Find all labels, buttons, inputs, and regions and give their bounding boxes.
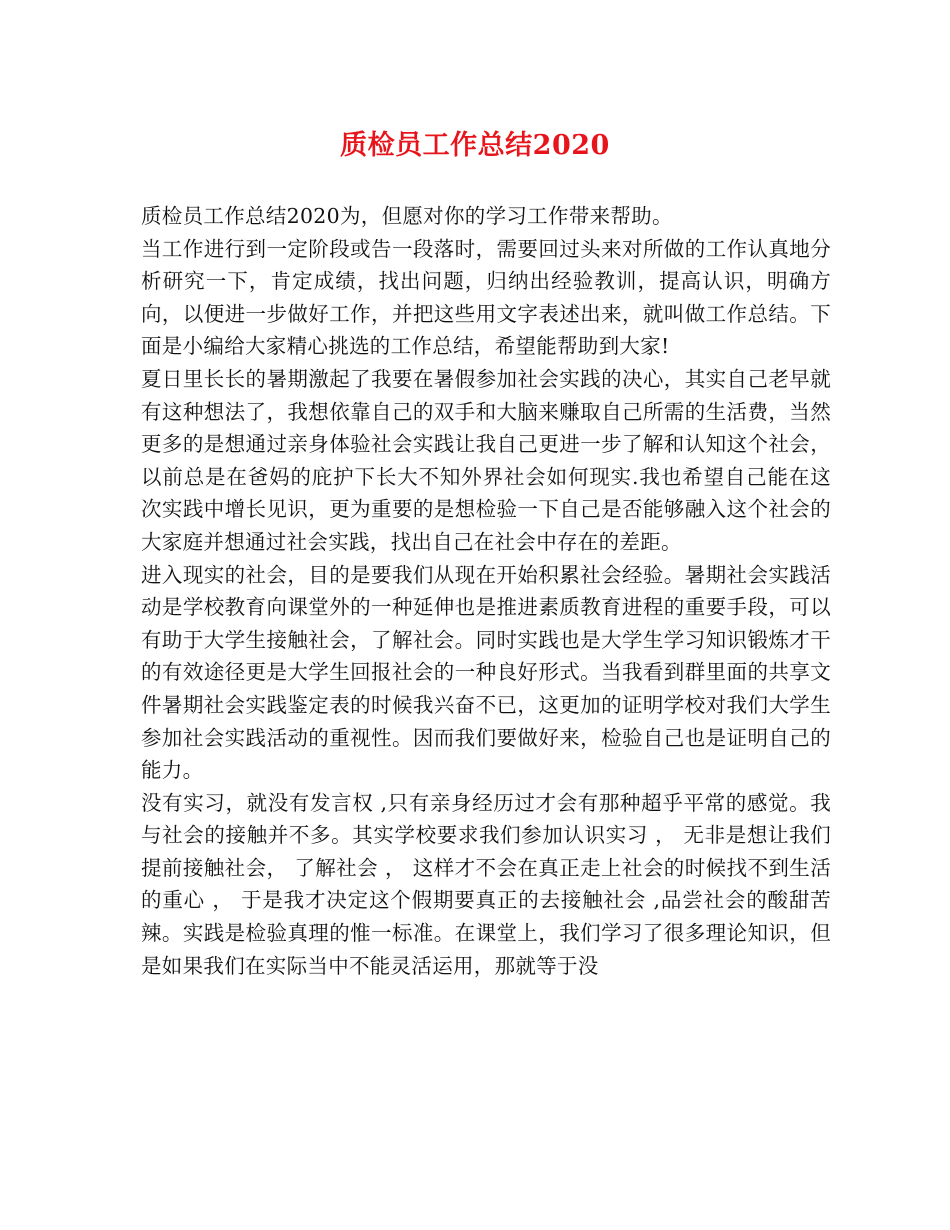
paragraph-summer-practice: 夏日里长长的暑期激起了我要在暑假参加社会实践的决心，其实自己老早就有这种想法了，我想依靠自己的双手和大脑来赚取自己所需的生活费，当然更多的是想通过亲身体验社会实践让我自己更进一步了解和认知这个社会，以前总是在爸妈的庇护下长大不知外界社会如何现实.我也希望自己能在这次实践中增长见识，更为重要的是想检验一下自己是否能够融入这个社会的大家庭并想通过社会实践，找出自己在社会中存在的差距。 (141, 366, 831, 554)
paragraph-summary-definition: 当工作进行到一定阶段或告一段落时，需要回过头来对所做的工作认真地分析研究一下，肯定成绩，找出问题，归纳出经验教训，提高认识，明确方向，以便进一步做好工作，并把这些用文字表述出来，就叫做工作总结。下面是小编给大家精心挑选的工作总结，希望能帮助到大家! (141, 236, 831, 359)
document-title: 质检员工作总结2020 (340, 130, 610, 161)
paragraph-internship: 没有实习，就没有发言权 ,只有亲身经历过才会有那种超乎平常的感觉。我与社会的接触并不多。其实学校要求我们参加认识实习 ， 无非是想让我们提前接触社会， 了解社会 ， 这样才不会在真正走上社会的时候找不到生活的重心 ， 于是我才决定这个假期要真正的去接触社会 ,品尝社会的酸甜苦辣。实践是检验真理的惟一标准。在课堂上，我们学习了很多理论知识，但是如果我们在实际当中不能灵活运用，那就等于没 (141, 790, 831, 978)
document-body (141, 200, 831, 982)
paragraph-intro: 质检员工作总结2020为，但愿对你的学习工作带来帮助。 (141, 204, 673, 228)
paragraph-social-reality: 进入现实的社会，目的是要我们从现在开始积累社会经验。暑期社会实践活动是学校教育向课堂外的一种延伸也是推进素质教育进程的重要手段，可以有助于大学生接触社会，了解社会。同时实践也是大学生学习知识锻炼才干的有效途径更是大学生回报社会的一种良好形式。当我看到群里面的共享文件暑期社会实践鉴定表的时候我兴奋不已，这更加的证明学校对我们大学生参加社会实践活动的重视性。因而我们要做好来，检验自己也是证明自己的能力。 (141, 562, 831, 783)
